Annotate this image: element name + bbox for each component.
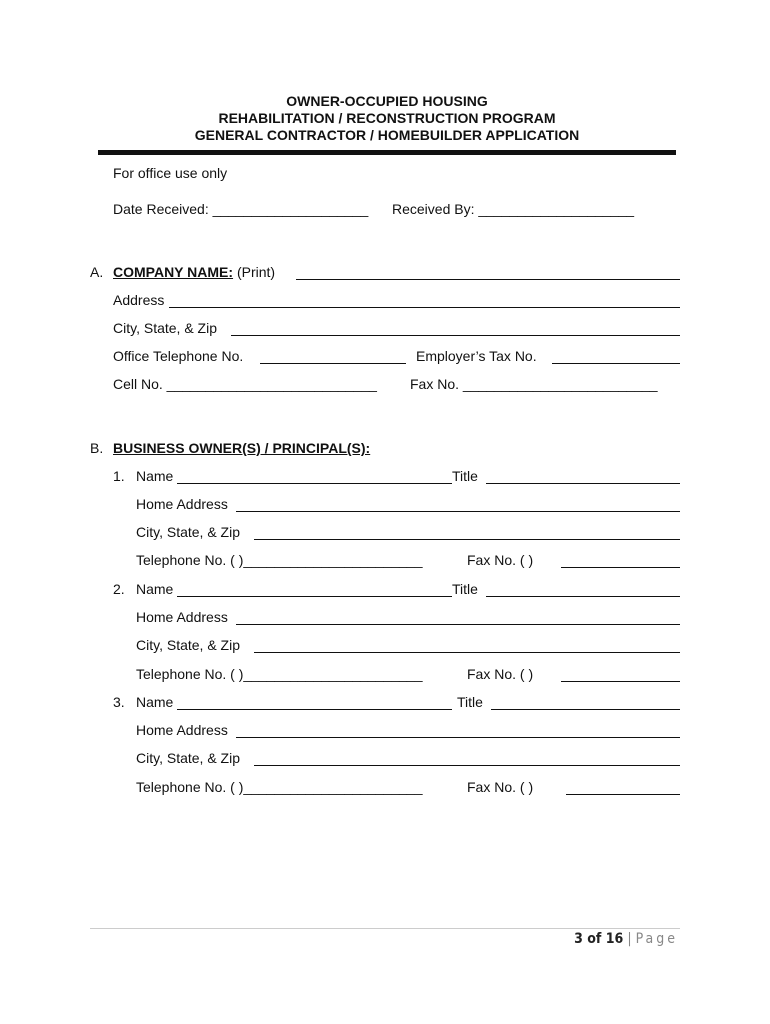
owner-2-fax-label: Fax No. ( ) xyxy=(467,666,534,682)
owner-1-telephone-field[interactable]: Telephone No. ( )_______________________ xyxy=(136,552,423,568)
owner-2-name-label: Name xyxy=(136,581,174,597)
date-received-field[interactable]: Date Received: ____________________ xyxy=(113,201,369,217)
owner-3-telephone-field[interactable]: Telephone No. ( )_______________________ xyxy=(136,779,423,795)
page-number: 3 of 16 xyxy=(574,931,624,947)
owner-2-fax-input[interactable] xyxy=(561,667,680,682)
title-rule xyxy=(98,150,676,155)
owner-3-title-label: Title xyxy=(457,694,483,710)
company-city-input[interactable] xyxy=(231,321,680,336)
cell-no-field[interactable]: Cell No. ___________________________ xyxy=(113,376,377,392)
document-title xyxy=(96,93,678,144)
owner-2-title-input[interactable] xyxy=(486,582,680,597)
owner-2-city-input[interactable] xyxy=(254,638,680,653)
owner-1-home-label: Home Address xyxy=(136,496,228,512)
owner-3-fax-label: Fax No. ( ) xyxy=(467,779,534,795)
owner-3-name-input[interactable] xyxy=(177,695,452,710)
title-line-2: REHABILITATION / RECONSTRUCTION PROGRAM xyxy=(218,110,556,126)
owner-3-number: 3. xyxy=(113,694,125,710)
owner-2-title-label: Title xyxy=(452,581,478,597)
business-owners-heading xyxy=(113,440,370,456)
office-use-label: For office use only xyxy=(113,165,228,181)
owner-2-home-input[interactable] xyxy=(236,610,680,625)
employer-tax-label: Employer’s Tax No. xyxy=(416,348,537,364)
company-address-input[interactable] xyxy=(169,293,680,308)
page-footer xyxy=(574,931,678,947)
owner-3-home-label: Home Address xyxy=(136,722,228,738)
owner-1-fax-input[interactable] xyxy=(561,553,680,568)
city-state-zip-label: City, State, & Zip xyxy=(113,320,217,336)
owner-1-fax-label: Fax No. ( ) xyxy=(467,552,534,568)
company-name-print: (Print) xyxy=(236,264,276,280)
page-word: Page xyxy=(635,931,678,947)
company-fax-field[interactable]: Fax No. _________________________ xyxy=(410,376,658,392)
owner-3-name-label: Name xyxy=(136,694,174,710)
owner-1-title-label: Title xyxy=(452,468,478,484)
owner-1-city-input[interactable] xyxy=(254,525,680,540)
owner-2-city-label: City, State, & Zip xyxy=(136,637,240,653)
owner-2-telephone-field[interactable]: Telephone No. ( )_______________________ xyxy=(136,666,423,682)
owner-3-city-label: City, State, & Zip xyxy=(136,750,240,766)
owner-2-name-input[interactable] xyxy=(177,582,452,597)
owner-1-city-label: City, State, & Zip xyxy=(136,524,240,540)
footer-rule xyxy=(90,928,680,929)
owner-2-home-label: Home Address xyxy=(136,609,228,625)
section-a-letter: A. xyxy=(90,264,104,280)
owner-2-number: 2. xyxy=(113,581,125,597)
section-b-letter: B. xyxy=(90,440,104,456)
owner-3-title-input[interactable] xyxy=(491,695,680,710)
owner-1-title-input[interactable] xyxy=(486,469,680,484)
owner-3-home-input[interactable] xyxy=(236,723,680,738)
owner-1-number: 1. xyxy=(113,468,125,484)
owner-1-name-input[interactable] xyxy=(177,469,452,484)
business-owners-heading-text: BUSINESS OWNER(S) / PRINCIPAL(S): xyxy=(113,440,371,456)
owner-1-home-input[interactable] xyxy=(236,497,680,512)
title-line-3: GENERAL CONTRACTOR / HOMEBUILDER APPLICATION xyxy=(194,127,580,143)
title-line-1: OWNER-OCCUPIED HOUSING xyxy=(286,93,488,109)
owner-3-fax-input[interactable] xyxy=(566,780,680,795)
owner-3-city-input[interactable] xyxy=(254,751,680,766)
office-telephone-label: Office Telephone No. xyxy=(113,348,244,364)
footer-separator: | xyxy=(627,931,632,947)
received-by-field[interactable]: Received By: ____________________ xyxy=(392,201,635,217)
address-label: Address xyxy=(113,292,165,308)
office-telephone-input[interactable] xyxy=(260,349,406,364)
company-name-heading: COMPANY NAME: xyxy=(113,264,234,280)
employer-tax-input[interactable] xyxy=(552,349,680,364)
company-name-label xyxy=(113,264,275,280)
company-name-input[interactable] xyxy=(296,265,680,280)
owner-1-name-label: Name xyxy=(136,468,174,484)
